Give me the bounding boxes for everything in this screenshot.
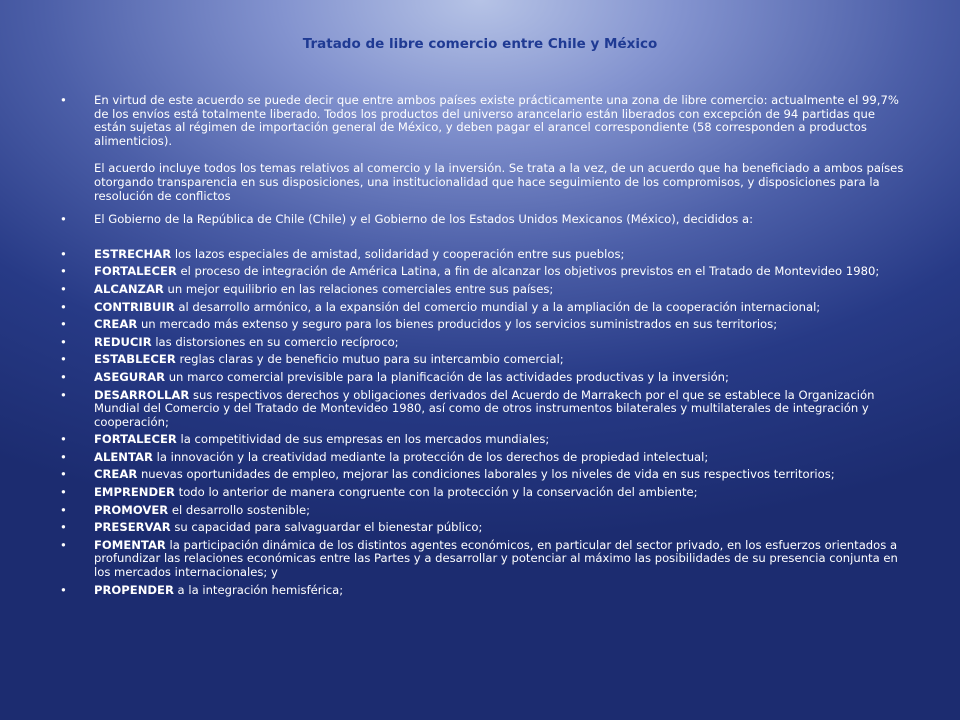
bullet-icon: • (60, 212, 67, 227)
item-keyword: DESARROLLAR (94, 387, 190, 402)
bullet-icon: • (60, 281, 67, 296)
intro-bullet (60, 94, 910, 203)
item-text: los lazos especiales de amistad, solidaridad y cooperación entre sus pueblos; (171, 246, 625, 261)
list-item (60, 353, 910, 367)
item-text: el desarrollo sostenible; (168, 502, 310, 517)
bullet-icon: • (60, 467, 67, 482)
list-item (60, 521, 910, 535)
item-keyword: PROMOVER (94, 502, 169, 517)
bullet-icon: • (60, 299, 67, 314)
item-keyword: EMPRENDER (94, 485, 175, 500)
item-keyword: FORTALECER (94, 264, 177, 279)
bullet-icon: • (60, 485, 67, 500)
item-text: la participación dinámica de los distintos agentes económicos, en particular del sector privado, en los esfuerzos orientados a profundizar las relaciones económicas entre las Partes y a desarrollar y potenciar al máximo las posibilidades de su presencia conjunta en los mercados internacionales; y (94, 537, 898, 580)
list-item (60, 451, 910, 465)
item-text: un mercado más extenso y seguro para los bienes producidos y los servicios suministrados en sus territorios; (137, 317, 778, 332)
list-item (60, 318, 910, 332)
item-text: la innovación y la creatividad mediante la protección de los derechos de propiedad intelectual; (152, 449, 709, 464)
list-item (60, 468, 910, 482)
list-item (60, 584, 910, 598)
governments-bullet (60, 213, 910, 227)
item-text: a la integración hemisférica; (173, 582, 344, 597)
item-text: las distorsiones en su comercio recíproco; (151, 334, 399, 349)
item-text: su capacidad para salvaguardar el bienestar público; (170, 520, 483, 535)
list-item (60, 371, 910, 385)
item-text: la competitividad de sus empresas en los mercados mundiales; (176, 432, 550, 447)
item-text: reglas claras y de beneficio mutuo para su intercambio comercial; (175, 352, 564, 367)
slide-body (60, 94, 910, 601)
bullet-icon: • (60, 387, 67, 402)
list-item (60, 539, 910, 580)
bullet-icon: • (60, 582, 67, 597)
bullet-icon: • (60, 317, 67, 332)
bullet-icon: • (60, 449, 67, 464)
list-item (60, 283, 910, 297)
list-item (60, 504, 910, 518)
item-keyword: PROPENDER (94, 582, 174, 597)
bullet-icon: • (60, 369, 67, 384)
item-keyword: CONTRIBUIR (94, 299, 175, 314)
intro-paragraph-1: En virtud de este acuerdo se puede decir que entre ambos países existe prácticamente una zona de libre comercio: actualmente el 99,7% de los envíos está totalmente liberado. Todos los productos del universo arancelario están liberados con excepción de 94 partidas que están sujetas al régimen de importación general de México, y deben pagar el arancel correspondiente (58 corresponden a productos alimenticios). (94, 93, 899, 148)
bullet-icon: • (60, 502, 67, 517)
item-text: todo lo anterior de manera congruente con la protección y la conservación del ambiente; (174, 485, 698, 500)
bullet-icon: • (60, 520, 67, 535)
list-item (60, 486, 910, 500)
bullet-icon: • (60, 432, 67, 447)
item-text: sus respectivos derechos y obligaciones derivados del Acuerdo de Marrakech por el que se establece la Organización Mundial del Comercio y del Tratado de Montevideo 1980, así como de otros instrumentos bilaterales y multilaterales de integración y cooperación; (94, 387, 875, 429)
item-keyword: FOMENTAR (94, 537, 166, 552)
bullet-icon: • (60, 246, 67, 261)
resolutions-list (60, 248, 910, 597)
bullet-icon: • (60, 264, 67, 279)
item-keyword: PRESERVAR (94, 520, 171, 535)
item-keyword: CREAR (94, 317, 138, 332)
list-item (60, 389, 910, 430)
bullet-icon: • (60, 334, 67, 349)
bullet-icon: • (60, 93, 67, 107)
item-keyword: REDUCIR (94, 334, 152, 349)
item-keyword: ALCANZAR (94, 281, 164, 296)
list-item (60, 248, 910, 262)
governments-text: El Gobierno de la República de Chile (Chile) y el Gobierno de los Estados Unidos Mexicanos (México), decididos a: (94, 212, 753, 227)
bullet-icon: • (60, 537, 67, 552)
item-text: un mejor equilibrio en las relaciones comerciales entre sus países; (163, 281, 554, 296)
list-item (60, 265, 910, 279)
item-keyword: ALENTAR (94, 449, 153, 464)
item-keyword: ASEGURAR (94, 369, 166, 384)
list-item (60, 433, 910, 447)
list-item (60, 336, 910, 350)
item-keyword: CREAR (94, 467, 138, 482)
item-text: un marco comercial previsible para la planificación de las actividades productivas y la inversión; (165, 369, 729, 384)
item-text: el proceso de integración de América Latina, a fin de alcanzar los objetivos previstos en el Tratado de Montevideo 1980; (176, 264, 880, 279)
list-item (60, 301, 910, 315)
item-keyword: ESTRECHAR (94, 246, 172, 261)
item-keyword: FORTALECER (94, 432, 177, 447)
bullet-icon: • (60, 352, 67, 367)
intro-paragraph-2: El acuerdo incluye todos los temas relativos al comercio y la inversión. Se trata a la vez, de un acuerdo que ha beneficiado a ambos países otorgando transparencia en sus disposiciones, una institucionalidad que hace seguimiento de los compromisos, y disposiciones para la resolución de conflictos (94, 161, 904, 203)
item-text: al desarrollo armónico, a la expansión del comercio mundial y a la ampliación de la cooperación internacional; (174, 299, 821, 314)
item-text: nuevas oportunidades de empleo, mejorar las condiciones laborales y los niveles de vida en sus respectivos territorios; (137, 467, 835, 482)
slide-title: Tratado de libre comercio entre Chile y México (302, 36, 658, 52)
item-keyword: ESTABLECER (94, 352, 176, 367)
